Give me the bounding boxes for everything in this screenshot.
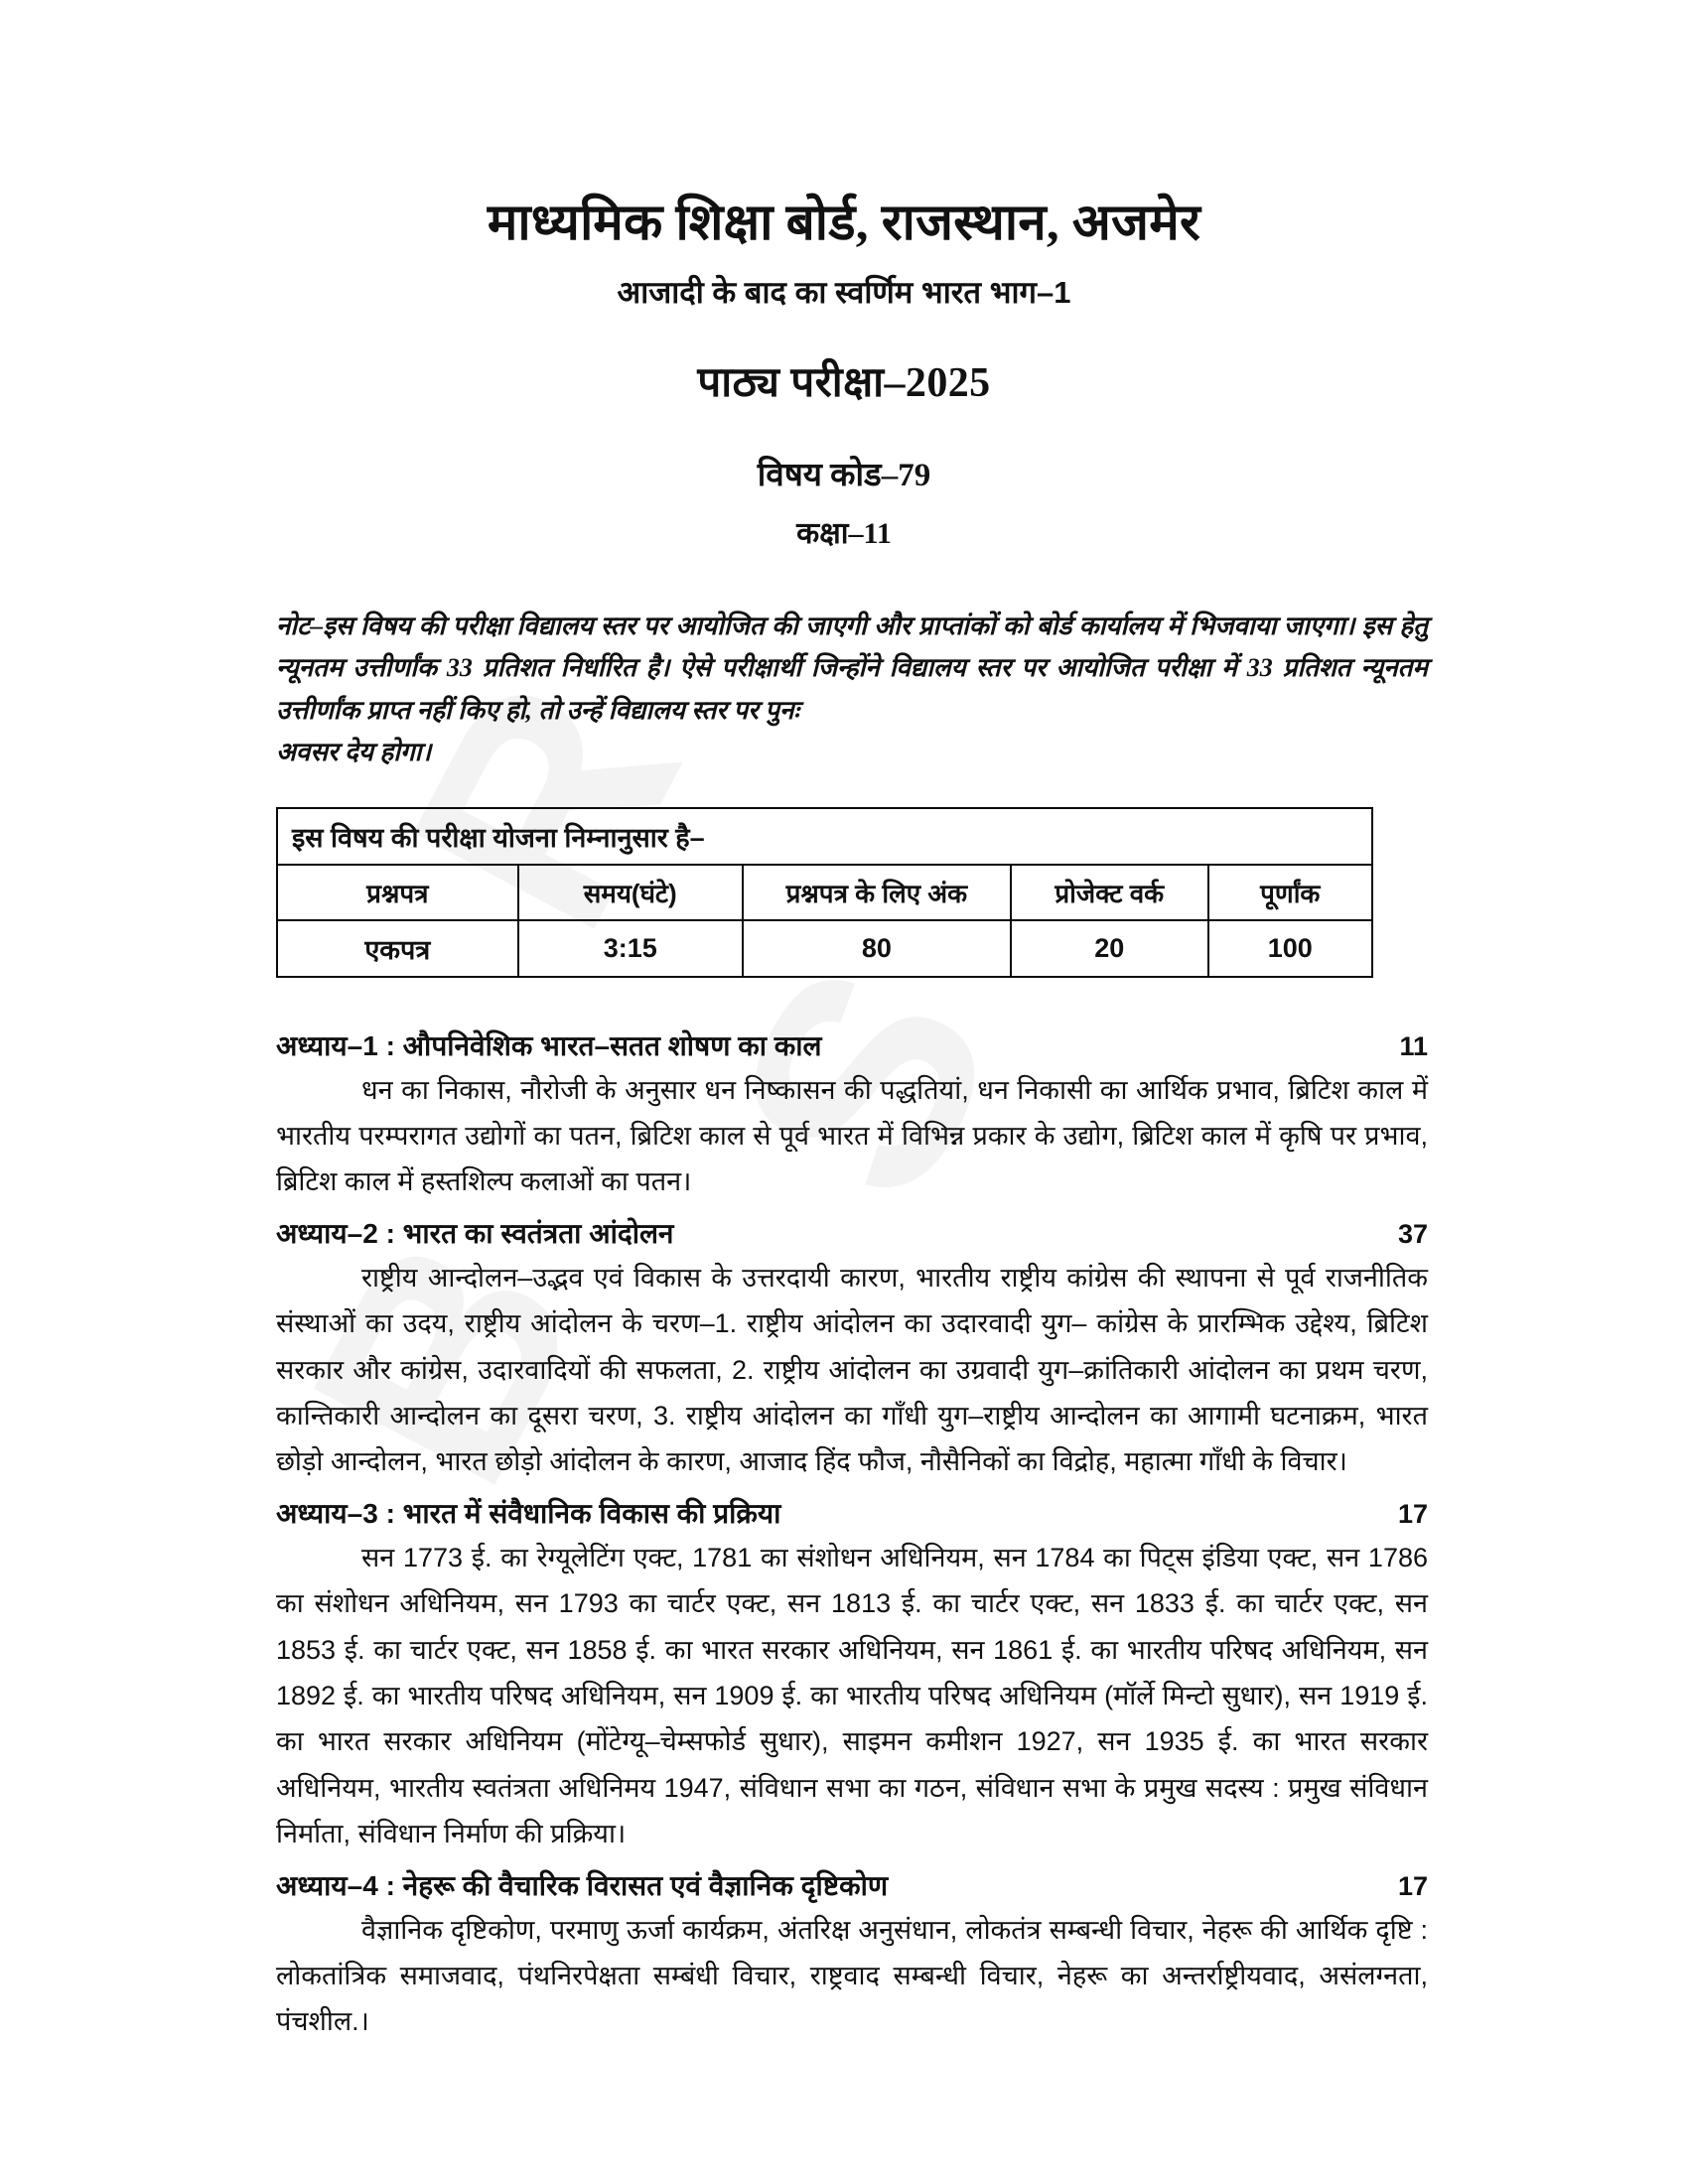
chapter-title: अध्याय–4 : नेहरू की वैचारिक विरासत एवं वैज्ञानिक दृष्टिकोण: [276, 1869, 889, 1901]
chapter-page-number: 17: [1397, 1870, 1428, 1901]
cell-project-work: 20: [1011, 920, 1208, 977]
exam-note-text: नोट–इस विषय की परीक्षा विद्यालय स्तर पर आयोजित की जाएगी और प्राप्तांकों को बोर्ड कार्यालय में भिजवाया जाएगा। इस हेतु न्यूनतम उत्तीर्णांक 33 प्रतिशत निर्धारित है। ऐसे परीक्षार्थी जिन्होंने विद्यालय स्तर पर आयोजित परीक्षा में 33 प्रतिशत न्यूनतम उत्तीर्णांक प्राप्त नहीं किए हो, तो उन्हें विद्यालय स्तर पर पुनः: [276, 612, 1428, 725]
chapter-heading: [276, 1215, 1428, 1253]
cell-paper: एकपत्र: [277, 920, 518, 977]
column-header-time: समय(घंटे): [518, 865, 743, 920]
board-name-title: माध्यमिक शिक्षा बोर्ड, राजस्थान, अजमेर: [487, 196, 1201, 251]
chapter-page-number: 17: [1397, 1498, 1428, 1529]
exam-note-paragraph: [276, 606, 1428, 772]
scheme-table-caption: इस विषय की परीक्षा योजना निम्नानुसार है–: [277, 808, 1372, 865]
exam-note-last-line: अवसर देय होगा।: [276, 737, 432, 766]
exam-title: पाठ्य परीक्षा–2025: [697, 360, 991, 407]
cell-total: 100: [1208, 920, 1372, 977]
chapter-heading: [276, 1027, 1428, 1065]
chapter-page-number: 37: [1397, 1218, 1428, 1249]
cell-paper-marks: 80: [743, 920, 1011, 977]
table-header-row: [277, 865, 1372, 920]
chapter-entry: [276, 1027, 1428, 1205]
table-caption-row: [277, 808, 1372, 865]
chapter-heading: [276, 1495, 1428, 1533]
column-header-total: पूर्णांक: [1208, 865, 1372, 920]
chapter-title: अध्याय–2 : भारत का स्वतंत्रता आंदोलन: [276, 1217, 674, 1249]
column-header-paper-marks: प्रश्नपत्र के लिए अंक: [743, 865, 1011, 920]
chapter-entry: [276, 1215, 1428, 1485]
cell-time: 3:15: [518, 920, 743, 977]
document-header: [0, 0, 1688, 552]
chapter-page-number: 11: [1399, 1030, 1428, 1061]
chapter-title: अध्याय–1 : औपनिवेशिक भारत–सतत शोषण का काल: [276, 1029, 822, 1061]
chapter-entry: [276, 1867, 1428, 2045]
chapter-title: अध्याय–3 : भारत में संवैधानिक विकास की प्रक्रिया: [276, 1497, 781, 1529]
class-line: कक्षा–11: [796, 517, 892, 551]
chapter-body-text: धन का निकास, नौरोजी के अनुसार धन निष्कासन की पद्धतियां, धन निकासी का आर्थिक प्रभाव, ब्रिटिश काल में भारतीय परम्परागत उद्योगों का पतन, ब्रिटिश काल से पूर्व भारत में विभिन्न प्रकार के उद्योग, ब्रिटिश काल में कृषि पर प्रभाव, ब्रिटिश काल में हस्तशिल्प कलाओं का पतन।: [276, 1074, 1428, 1197]
column-header-project-work: प्रोजेक्ट वर्क: [1011, 865, 1208, 920]
chapter-body-text: राष्ट्रीय आन्दोलन–उद्भव एवं विकास के उत्तरदायी कारण, भारतीय राष्ट्रीय कांग्रेस की स्थापना से पूर्व राजनीतिक संस्थाओं का उदय, राष्ट्रीय आंदोलन के चरण–1. राष्ट्रीय आंदोलन का उदारवादी युग– कांग्रेस के प्रारम्भिक उद्देश्य, ब्रिटिश सरकार और कांग्रेस, उदारवादियों की सफलता, 2. राष्ट्रीय आंदोलन का उग्रवादी युग–क्रांतिकारी आंदोलन का प्रथम चरण, कान्तिकारी आन्दोलन का दूसरा चरण, 3. राष्ट्रीय आंदोलन का गाँधी युग–राष्ट्रीय आन्दोलन का आगामी घटनाक्रम, भारत छोड़ो आन्दोलन, भारत छोड़ो आंदोलन के कारण, आजाद हिंद फौज, नौसैनिकों का विद्रोह, महात्मा गाँधी के विचार।: [276, 1262, 1428, 1477]
exam-scheme-table-wrapper: [276, 807, 1373, 978]
exam-scheme-table: [276, 807, 1373, 978]
book-subtitle: आजादी के बाद का स्वर्णिम भारत भाग–1: [617, 275, 1071, 311]
chapter-body-text: वैज्ञानिक दृष्टिकोण, परमाणु ऊर्जा कार्यक्रम, अंतरिक्ष अनुसंधान, लोकतंत्र सम्बन्धी विचार, नेहरू की आर्थिक दृष्टि : लोकतांत्रिक समाजवाद, पंथनिरपेक्षता सम्बंधी विचार, राष्ट्रवाद सम्बन्धी विचार, नेहरू का अन्तर्राष्ट्रीयवाद, असंलग्नता, पंचशील.।: [276, 1914, 1428, 2037]
subject-code-line: विषय कोड–79: [757, 458, 931, 494]
chapter-list: [276, 1027, 1428, 2045]
chapter-entry: [276, 1495, 1428, 1857]
column-header-paper: प्रश्नपत्र: [277, 865, 518, 920]
table-row: [277, 920, 1372, 977]
chapter-body-text: सन 1773 ई. का रेग्यूलेटिंग एक्ट, 1781 का संशोधन अधिनियम, सन 1784 का पिट्स इंडिया एक्ट, सन 1786 का संशोधन अधिनियम, सन 1793 का चार्टर एक्ट, सन 1813 ई. का चार्टर एक्ट, सन 1833 ई. का चार्टर एक्ट, सन 1853 ई. का चार्टर एक्ट, सन 1858 ई. का भारत सरकार अधिनियम, सन 1861 ई. का भारतीय परिषद अधिनियम, सन 1892 ई. का भारतीय परिषद अधिनियम, सन 1909 ई. का भारतीय परिषद अधिनियम (मॉर्ले मिन्टो सुधार), सन 1919 ई. का भारत सरकार अधिनियम (मोंटेग्यू–चेम्सफोर्ड सुधार), साइमन कमीशन 1927, सन 1935 ई. का भारत सरकार अधिनियम, भारतीय स्वतंत्रता अधिनिमय 1947, संविधान सभा का गठन, संविधान सभा के प्रमुख सदस्य : प्रमुख संविधान निर्माता, संविधान निर्माण की प्रक्रिया।: [276, 1542, 1428, 1849]
chapter-heading: [276, 1867, 1428, 1905]
